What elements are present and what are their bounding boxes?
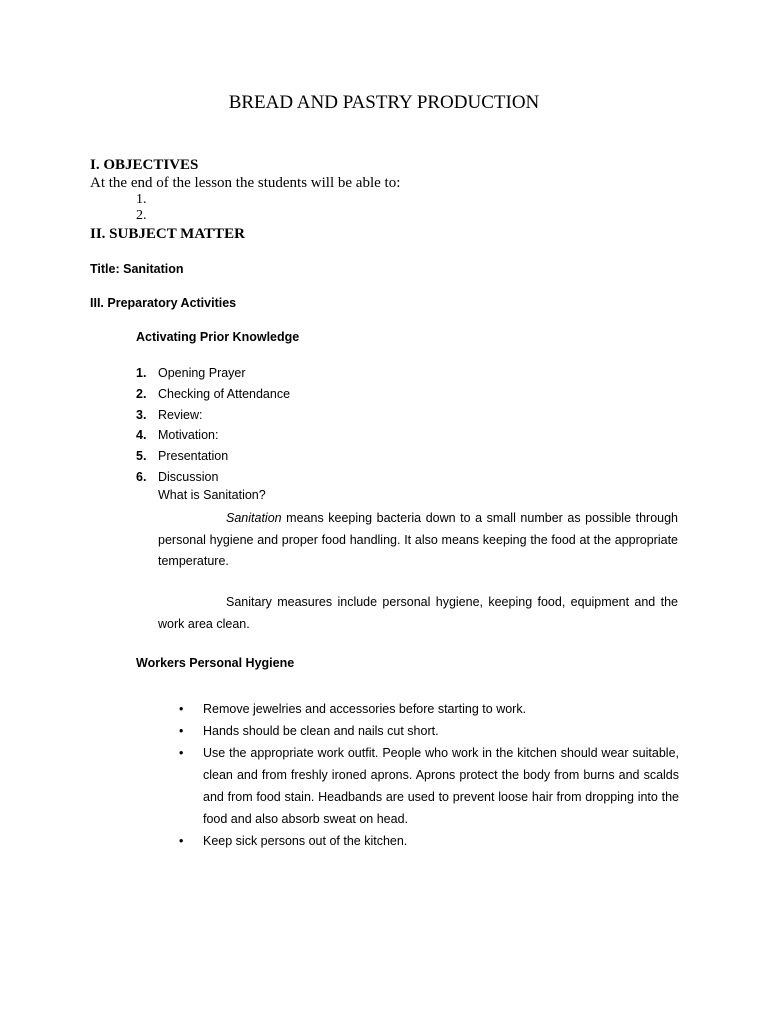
subject-matter-heading: II. SUBJECT MATTER (90, 226, 245, 242)
list-text: Keep sick persons out of the kitchen. (203, 834, 408, 848)
list-text: Presentation (158, 449, 229, 464)
bullet-icon: • (179, 702, 184, 716)
sanitary-measures-text: Sanitary measures include personal hygiene, keeping food, equipment and the work area clean. (158, 595, 678, 631)
list-text: Discussion (158, 469, 219, 484)
list-text: Remove jewelries and accessories before starting to work. (203, 702, 527, 716)
list-item (179, 720, 679, 742)
list-text: Use the appropriate work outfit. People who work in the kitchen should wear suitable, clean and from freshly ironed aprons. Aprons protect the body from burns and scalds and from food stain. Headbands are used to prevent loose hair from dropping into the food and also absorb sweat on head. (203, 746, 679, 826)
sanitation-question: What is Sanitation? (158, 488, 266, 502)
list-item (179, 830, 679, 852)
list-number: 3. (136, 407, 147, 422)
preparatory-heading: III. Preparatory Activities (90, 296, 237, 310)
objectives-heading: I. OBJECTIVES (90, 157, 199, 173)
list-text: Checking of Attendance (158, 386, 291, 401)
hygiene-bullet-list (179, 698, 679, 852)
list-item (179, 698, 679, 720)
sanitation-definition-text: means keeping bacteria down to a small number as possible through personal hygiene and proper food handling. It also means keeping the food at the appropriate temperature. (158, 511, 678, 568)
bullet-icon: • (179, 746, 184, 760)
prior-knowledge-subheading: Activating Prior Knowledge (136, 330, 300, 344)
objective-item: 2. (136, 208, 147, 223)
sanitary-measures-paragraph (158, 592, 678, 635)
list-number: 4. (136, 428, 147, 443)
objective-item: 1. (136, 192, 147, 207)
list-text: Hands should be clean and nails cut short. (203, 724, 439, 738)
list-text: Opening Prayer (158, 366, 246, 380)
list-text: Motivation: (158, 428, 219, 443)
list-number: 1. (136, 366, 147, 380)
sanitation-term: Sanitation (226, 511, 282, 525)
list-number: 6. (136, 469, 147, 484)
list-item (179, 742, 679, 830)
list-number: 5. (136, 449, 147, 464)
subject-title-line: Title: Sanitation (90, 262, 184, 276)
objectives-intro: At the end of the lesson the students will be able to: (90, 175, 401, 191)
hygiene-heading: Workers Personal Hygiene (136, 656, 295, 670)
document-title: BREAD AND PASTRY PRODUCTION (228, 92, 540, 113)
bullet-icon: • (179, 724, 184, 738)
bullet-icon: • (179, 834, 184, 848)
list-text: Review: (158, 407, 203, 422)
sanitation-definition (158, 508, 678, 573)
list-number: 2. (136, 386, 147, 401)
